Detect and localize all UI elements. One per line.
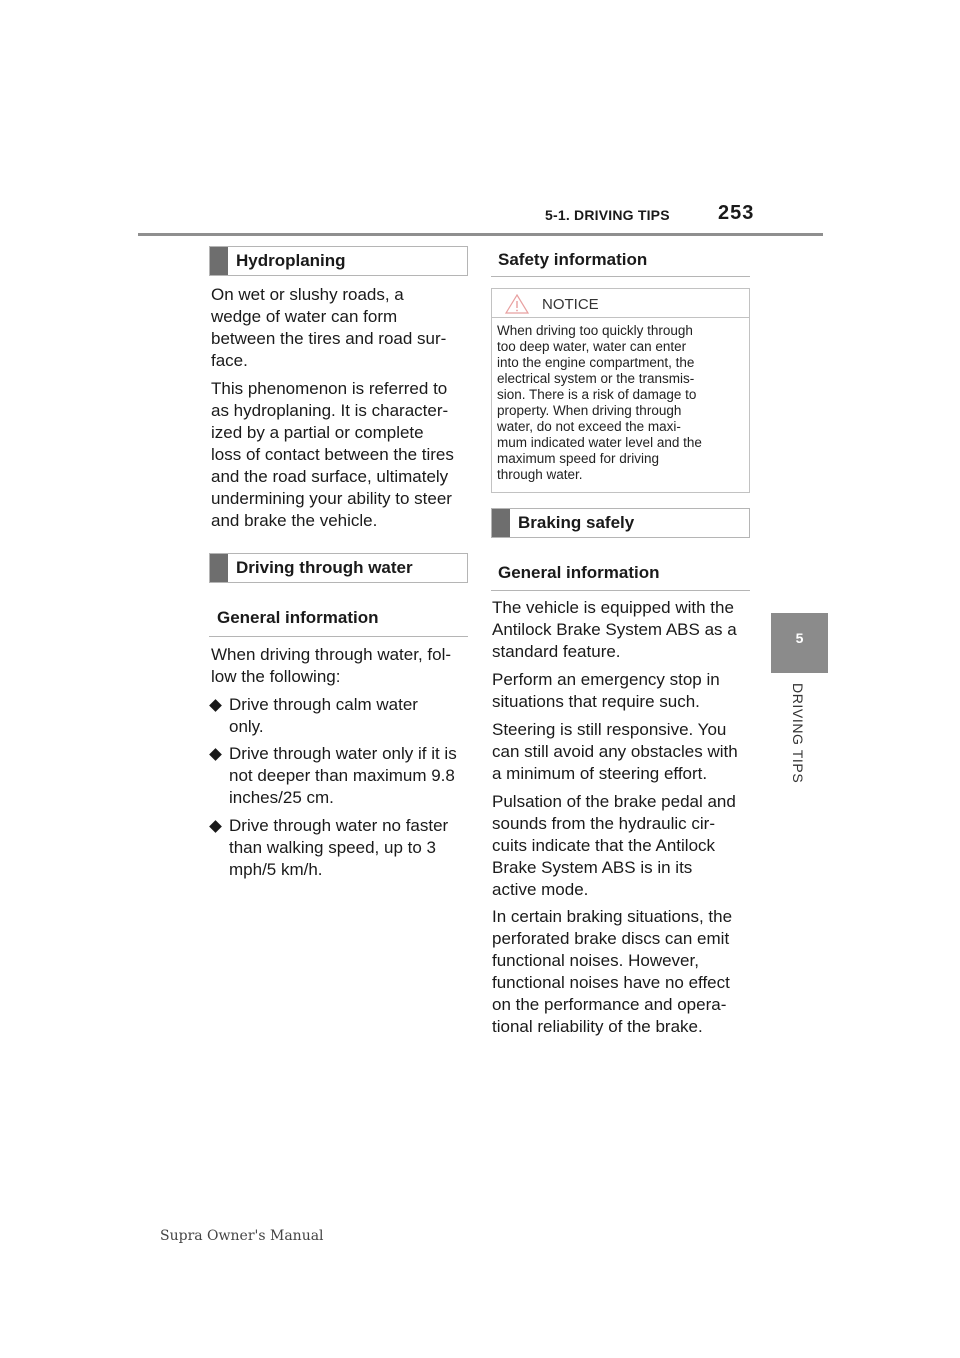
text-line: mph/5 km/h. — [229, 860, 323, 879]
text-line: Drive through water no faster — [229, 816, 449, 835]
text-line: electrical system or the transmis- — [497, 371, 695, 386]
subheading-general-information-braking: General information — [498, 563, 660, 582]
text-line: property. When driving through — [497, 403, 682, 418]
text-line: undermining your ability to steer — [211, 489, 452, 508]
page-number: 253 — [718, 202, 755, 224]
heading-text: Driving through water — [236, 558, 413, 577]
text-line: When driving through water, fol- — [211, 645, 452, 664]
paragraph-braking-2 — [492, 669, 754, 713]
text-line: loss of contact between the tires — [211, 445, 454, 464]
text-line: face. — [211, 351, 248, 370]
notice-title: NOTICE — [542, 296, 599, 313]
text-line: only. — [229, 717, 264, 736]
text-line: between the tires and road sur- — [211, 329, 447, 348]
text-line: When driving too quickly through — [497, 323, 693, 338]
list-item-text — [229, 743, 457, 809]
text-line: into the engine compartment, the — [497, 355, 695, 370]
text-line: too deep water, water can enter — [497, 339, 687, 354]
text-line: This phenomenon is referred to — [211, 379, 448, 398]
text-line: functional noises have no effect — [492, 973, 730, 992]
text-line: On wet or slushy roads, a — [211, 285, 404, 304]
text-line: Drive through water only if it is — [229, 744, 457, 763]
text-line: tional reliability of the brake. — [492, 1017, 703, 1036]
text-line: inches/25 cm. — [229, 788, 334, 807]
text-line: and brake the vehicle. — [211, 511, 378, 530]
text-line: Antilock Brake System ABS as a — [492, 620, 737, 639]
text-line: wedge of water can form — [211, 307, 398, 326]
text-line: and the road surface, ultimately — [211, 467, 449, 486]
bullet-diamond-icon — [209, 820, 222, 833]
text-line: sounds from the hydraulic cir- — [492, 814, 715, 833]
bullet-diamond-icon — [209, 748, 222, 761]
text-line: In certain braking situations, the — [492, 907, 733, 926]
text-line: through water. — [497, 467, 583, 482]
text-line: on the performance and opera- — [492, 995, 727, 1014]
subheading-rule — [491, 276, 750, 277]
text-line: Perform an emergency stop in — [492, 670, 720, 689]
text-line: low the following: — [211, 667, 341, 686]
text-line: situations that require such. — [492, 692, 700, 711]
notice-box — [491, 288, 750, 493]
notice-divider — [492, 317, 749, 318]
text-line: maximum speed for driving — [497, 451, 660, 466]
text-line: Brake System ABS is in its — [492, 858, 693, 877]
section-title: 5-1. DRIVING TIPS — [545, 207, 670, 223]
text-line: active mode. — [492, 880, 589, 899]
list-item — [211, 694, 471, 738]
text-line: Steering is still responsive. You — [492, 720, 727, 739]
text-line: a minimum of steering effort. — [492, 764, 708, 783]
heading-bar — [492, 509, 510, 537]
text-line: not deeper than maximum 9.8 — [229, 766, 455, 785]
text-line: perforated brake discs can emit — [492, 929, 730, 948]
footer-manual-title: Supra Owner's Manual — [160, 1228, 324, 1244]
chapter-number: 5 — [795, 630, 804, 646]
notice-body — [497, 323, 747, 483]
paragraph-water-intro — [211, 644, 471, 688]
chapter-label: DRIVING TIPS — [790, 683, 806, 784]
text-line: as hydroplaning. It is character- — [211, 401, 449, 420]
header-rule — [138, 233, 823, 236]
text-line: can still avoid any obstacles with — [492, 742, 738, 761]
subheading-safety-information: Safety information — [498, 250, 648, 269]
paragraph-hydroplaning-2 — [211, 378, 471, 532]
text-line: than walking speed, up to 3 — [229, 838, 436, 857]
list-item-text — [229, 694, 418, 738]
list-item-text — [229, 815, 448, 881]
subheading-rule — [209, 636, 468, 637]
text-line: The vehicle is equipped with the — [492, 598, 734, 617]
list-item — [211, 815, 471, 881]
heading-hydroplaning — [209, 246, 468, 276]
text-line: mum indicated water level and the — [497, 435, 702, 450]
heading-driving-through-water — [209, 553, 468, 583]
text-line: Pulsation of the brake pedal and — [492, 792, 736, 811]
warning-triangle-icon — [504, 293, 530, 315]
heading-braking-safely — [491, 508, 750, 538]
paragraph-hydroplaning-1 — [211, 284, 471, 372]
paragraph-braking-5 — [492, 906, 754, 1038]
paragraph-braking-3 — [492, 719, 754, 785]
subheading-rule — [491, 590, 750, 591]
subheading-general-information-water: General information — [217, 608, 379, 627]
text-line: sion. There is a risk of damage to — [497, 387, 697, 402]
text-line: functional noises. However, — [492, 951, 699, 970]
paragraph-braking-1 — [492, 597, 754, 663]
heading-bar — [210, 554, 228, 582]
heading-text: Hydroplaning — [236, 251, 346, 270]
text-line: cuits indicate that the Antilock — [492, 836, 716, 855]
text-line: Drive through calm water — [229, 695, 418, 714]
text-line: ized by a partial or complete — [211, 423, 424, 442]
heading-text: Braking safely — [518, 513, 635, 532]
paragraph-braking-4 — [492, 791, 754, 901]
bullet-diamond-icon — [209, 699, 222, 712]
text-line: standard feature. — [492, 642, 621, 661]
heading-bar — [210, 247, 228, 275]
chapter-label-container — [771, 683, 828, 813]
list-item — [211, 743, 471, 809]
text-line: water, do not exceed the maxi- — [497, 419, 681, 434]
